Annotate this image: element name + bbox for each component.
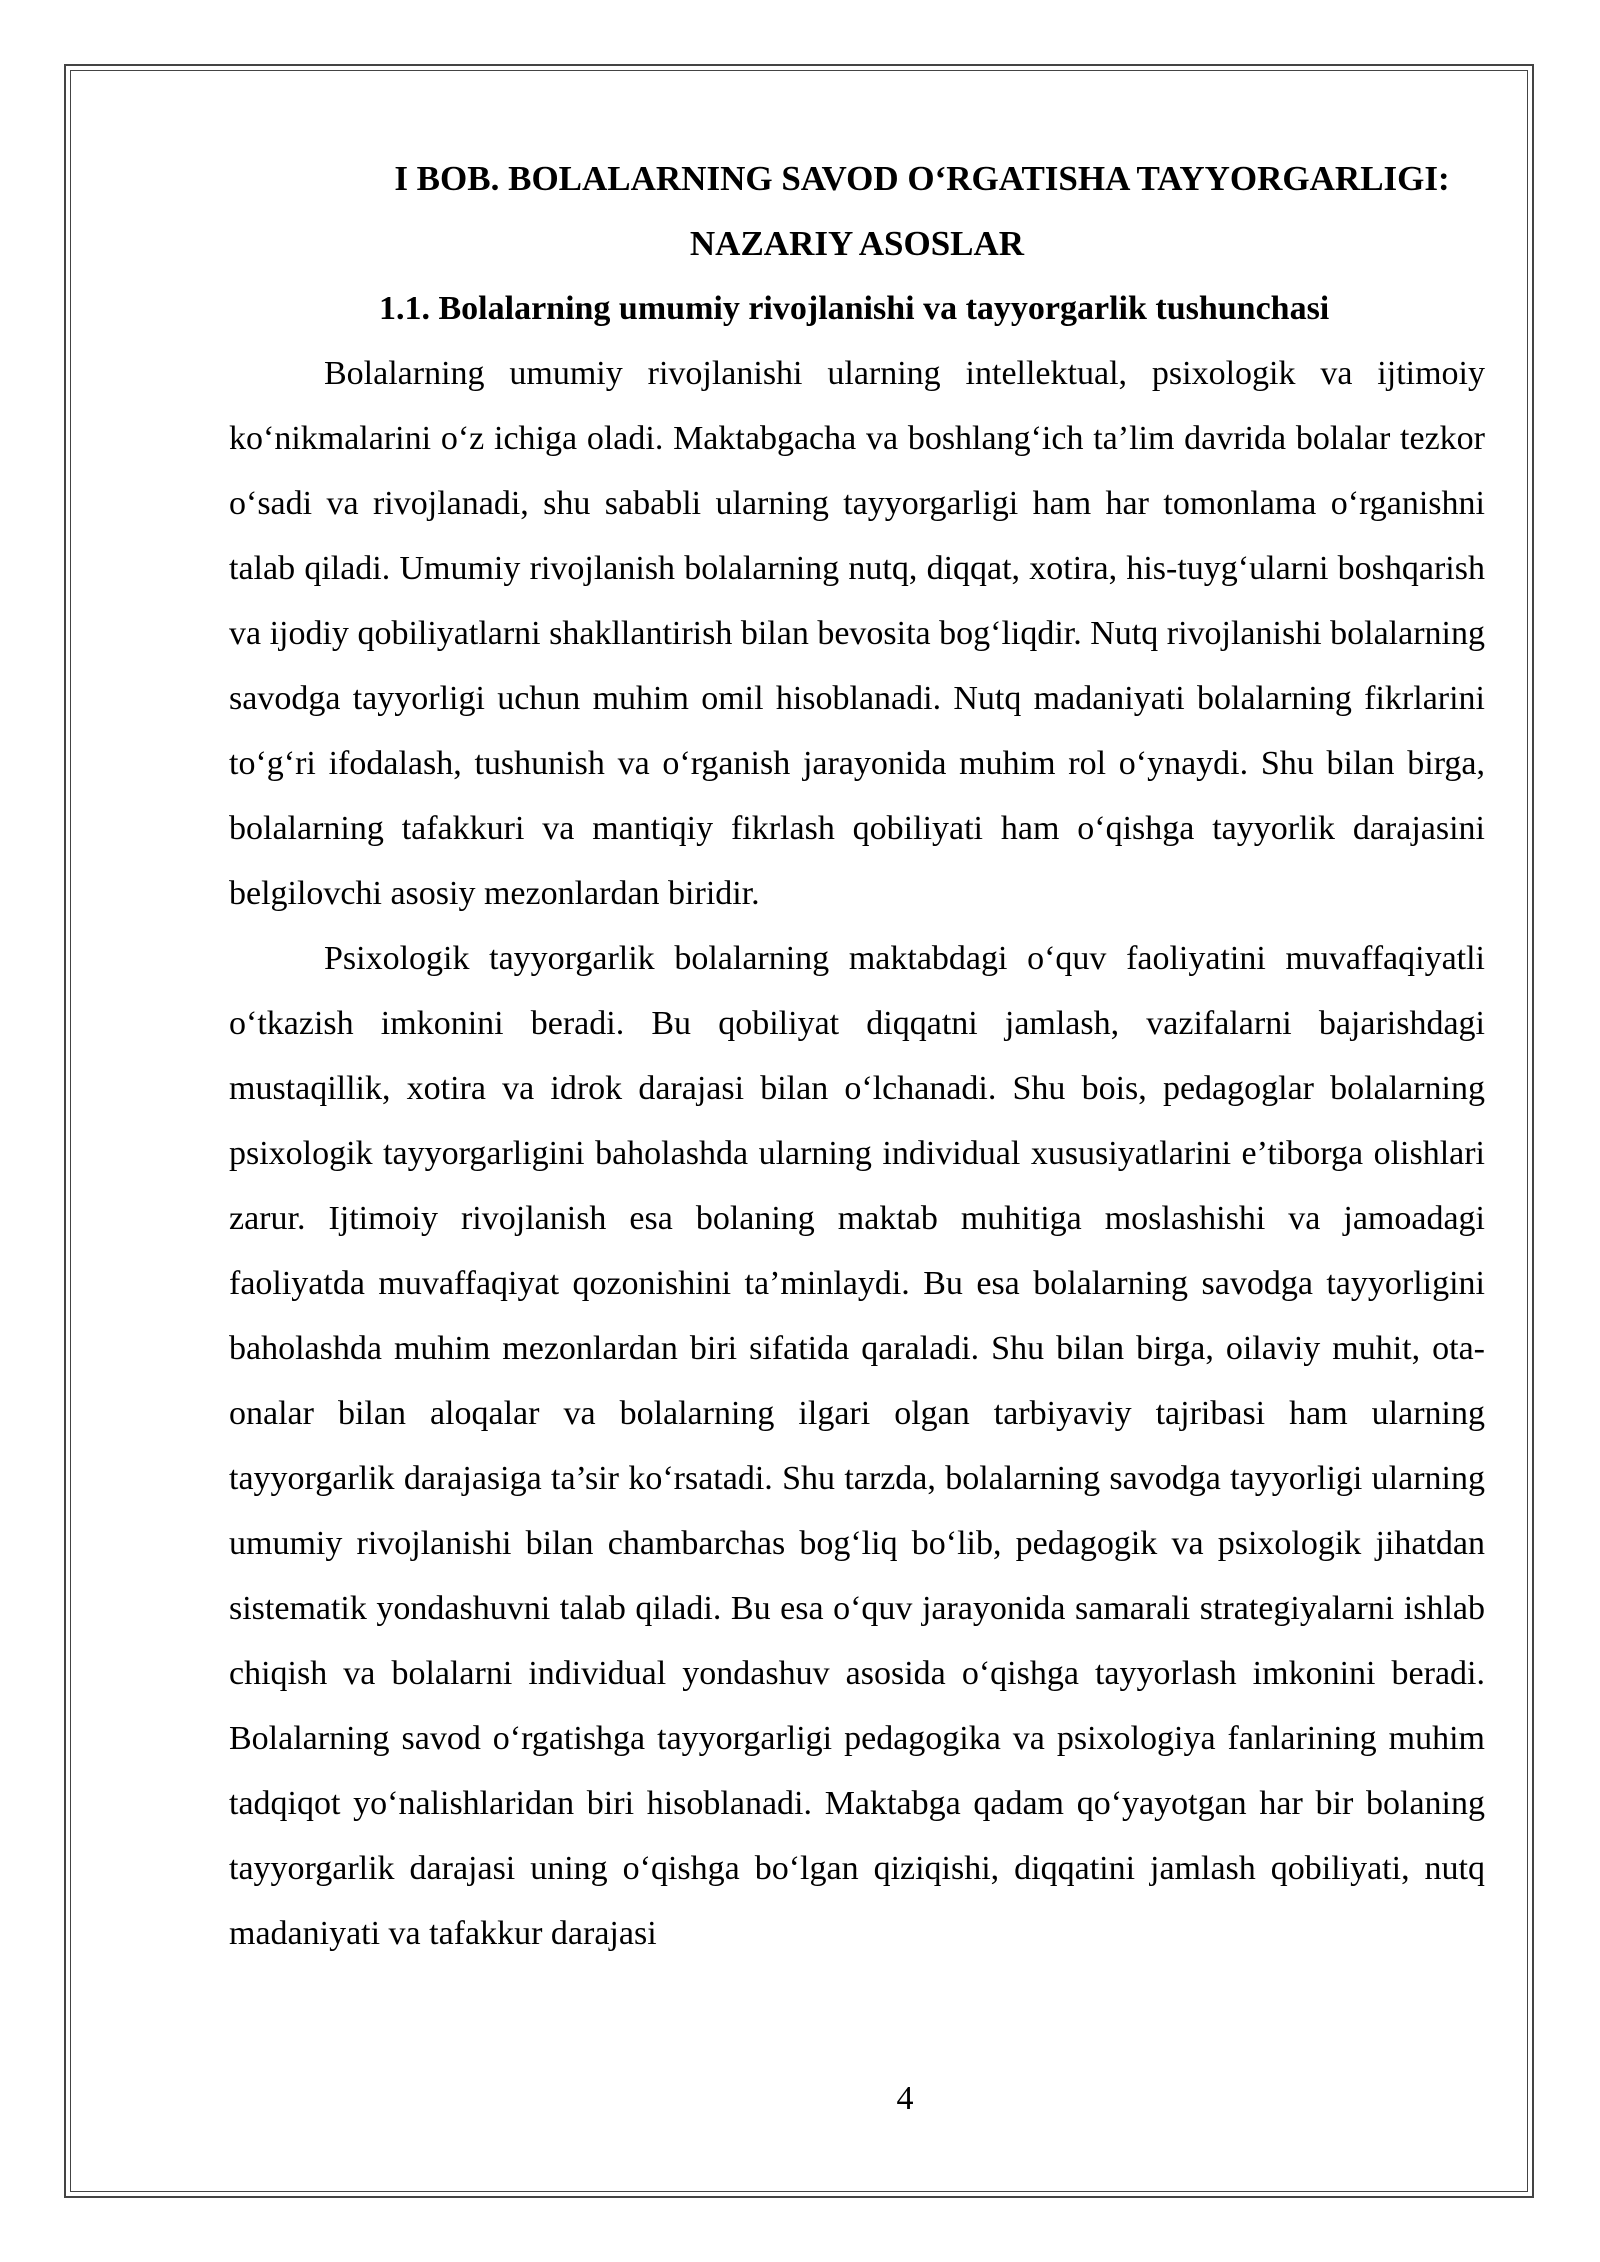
section-title: 1.1. Bolalarning umumiy rivojlanishi va tayyorgarlik tushunchasi [379, 290, 1330, 327]
body-paragraph-2: Psixologik tayyorgarlik bolalarning maktabdagi o‘quv faoliyatini muvaffaqiyatli o‘tkazish imkonini beradi. Bu qobiliyat diqqatni jamlash, vazifalarni bajarishdagi mustaqillik, xotira va idrok darajasi bilan o‘lchanadi. Shu bois, pedagoglar bolalarning psixologik tayyorgarligini baholashda ularning individual xususiyatlarini e’tiborga olishlari zarur. Ijtimoiy rivojlanish esa bolaning maktab muhitiga moslashishi va jamoadagi faoliyatda muvaffaqiyat qozonishini ta’minlaydi. Bu esa bolalarning savodga tayyorligini baholashda muhim mezonlardan biri sifatida qaraladi. Shu bilan birga, oilaviy muhit, ota-onalar bilan aloqalar va bolalarning ilgari olgan tarbiyaviy tajribasi ham ularning tayyorgarlik darajasiga ta’sir ko‘rsatadi. Shu tarzda, bolalarning savodga tayyorligi ularning umumiy rivojlanishi bilan chambarchas bog‘liq bo‘lib, pedagogik va psixologik jihatdan sistematik yondashuvni talab qiladi. Bu esa o‘quv jarayonida samarali strategiyalarni ishlab chiqish va bolalarni individual yondashuv asosida o‘qishga tayyorlash imkonini beradi. Bolalarning savod o‘rgatishga tayyorgarligi pedagogika va psixologiya fanlarining muhim tadqiqot yo‘nalishlaridan biri hisoblanadi. Maktabga qadam qo‘yayotgan har bir bolaning tayyorgarlik darajasi uning o‘qishga bo‘lgan qiziqishi, diqqatini jamlash qobiliyati, nutq madaniyati va tafakkur darajasi [229, 940, 1485, 1952]
chapter-title [229, 146, 1485, 276]
page-number: 4 [896, 2080, 914, 2117]
body-paragraph-1: Bolalarning umumiy rivojlanishi ularning intellektual, psixologik va ijtimoiy ko‘nikmalarini o‘z ichiga oladi. Maktabgacha va boshlang‘ich ta’lim davrida bolalar tezkor o‘sadi va rivojlanadi, shu sababli ularning tayyorgarligi ham har tomonlama o‘rganishni talab qiladi. Umumiy rivojlanish bolalarning nutq, diqqat, xotira, his-tuyg‘ularni boshqarish va ijodiy qobiliyatlarni shakllantirish bilan bevosita bog‘liqdir. Nutq rivojlanishi bolalarning savodga tayyorligi uchun muhim omil hisoblanadi. Nutq madaniyati bolalarning fikrlarini to‘g‘ri ifodalash, tushunish va o‘rganish jarayonida muhim rol o‘ynaydi. Shu bilan birga, bolalarning tafakkuri va mantiqiy fikrlash qobiliyati ham o‘qishga tayyorlik darajasini belgilovchi asosiy mezonlardan biridir. [229, 355, 1485, 912]
chapter-title-line2: NAZARIY ASOSLAR [689, 224, 1025, 263]
chapter-title-line1: I BOB. BOLALARNING SAVOD O‘RGATISHA TAYYORGARLIGI: [394, 159, 1450, 198]
page-content [229, 146, 1485, 1966]
